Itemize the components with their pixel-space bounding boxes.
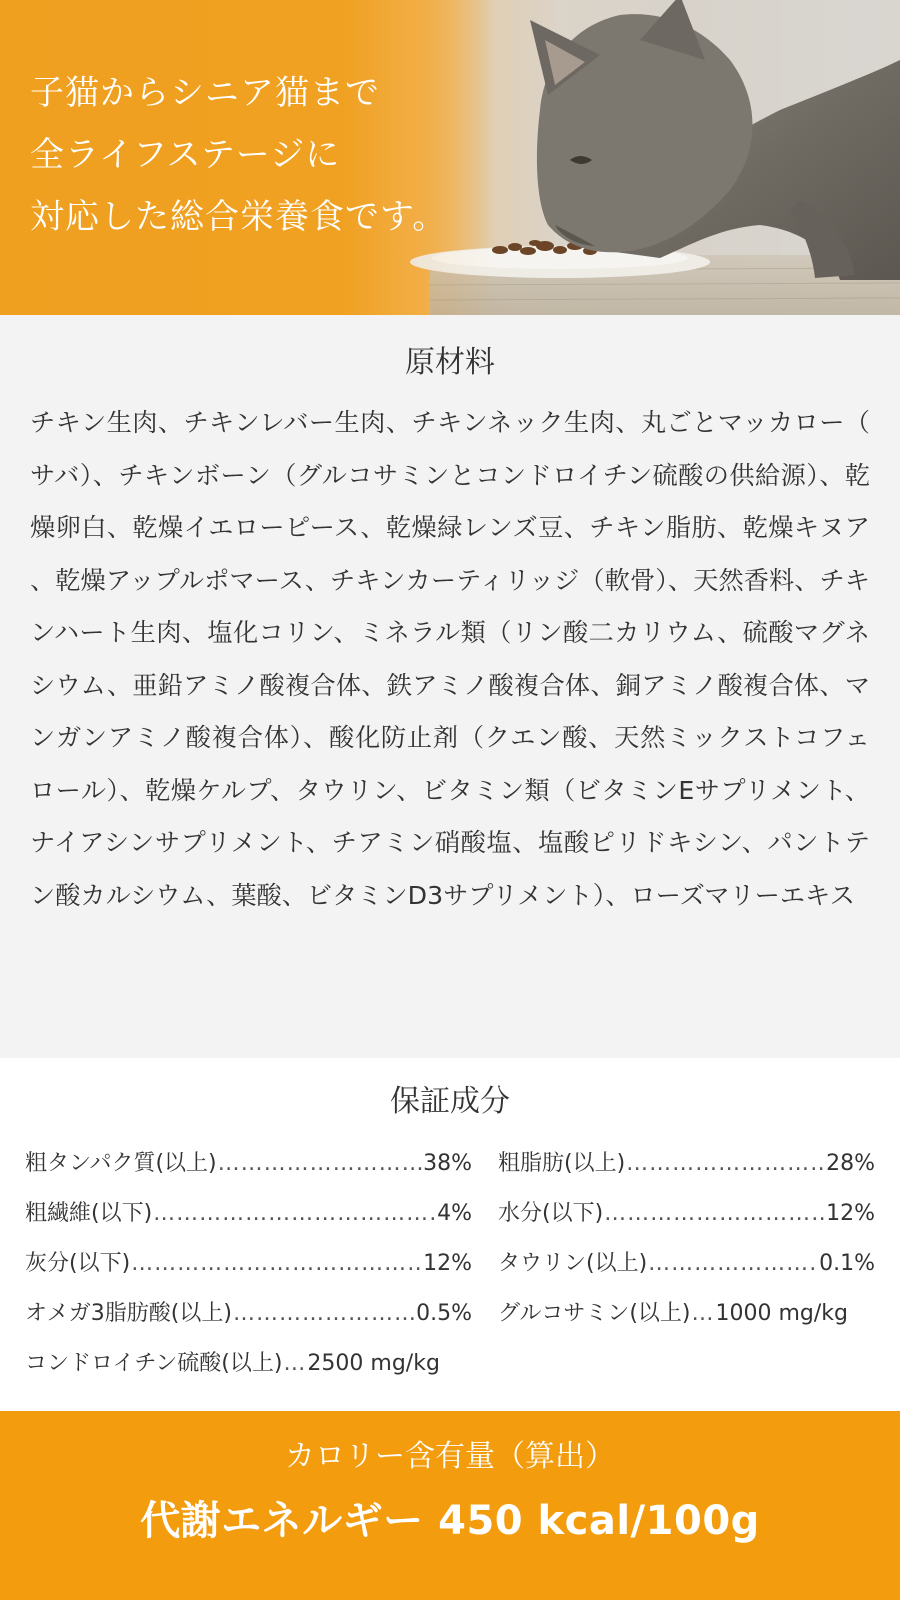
hero-banner — [0, 0, 900, 315]
nutrient-value: 12% — [423, 1251, 472, 1276]
dot-leader — [691, 1289, 716, 1339]
nutrient-label: グルコサミン(以上) — [498, 1301, 691, 1326]
analysis-row — [25, 1139, 472, 1189]
analysis-row — [25, 1289, 472, 1339]
dot-leader — [647, 1239, 819, 1289]
nutrient-label: 粗脂肪(以上) — [498, 1151, 626, 1176]
analysis-column-right — [498, 1139, 875, 1389]
guaranteed-analysis-section — [0, 1058, 900, 1411]
nutrient-value: 12% — [826, 1201, 875, 1226]
analysis-row — [498, 1139, 875, 1189]
nutrient-label: 灰分(以下) — [25, 1251, 131, 1276]
dot-leader — [282, 1339, 307, 1389]
nutrient-label: コンドロイチン硫酸(以上) — [25, 1351, 283, 1376]
dot-leader — [625, 1139, 826, 1189]
dot-leader — [152, 1189, 437, 1239]
nutrient-value: 2500 mg/kg — [307, 1351, 440, 1376]
calorie-section — [0, 1411, 900, 1600]
dot-leader — [130, 1239, 423, 1289]
nutrient-value: 28% — [826, 1151, 875, 1176]
nutrient-label: 水分(以下) — [498, 1201, 604, 1226]
nutrient-value: 1000 mg/kg — [715, 1301, 849, 1326]
nutrient-label: オメガ3脂肪酸(以上) — [25, 1301, 232, 1326]
analysis-row — [25, 1339, 472, 1389]
dot-leader — [232, 1289, 416, 1339]
dot-leader — [603, 1189, 826, 1239]
analysis-table — [25, 1139, 875, 1389]
nutrient-value: 0.5% — [416, 1301, 472, 1326]
analysis-row — [498, 1239, 875, 1289]
nutrient-value: 38% — [423, 1151, 472, 1176]
nutrient-value: 0.1% — [819, 1251, 875, 1276]
analysis-row — [498, 1189, 875, 1239]
hero-tagline: 子猫からシニア猫まで 全ライフステージに 対応した総合栄養食です。 — [30, 73, 448, 237]
nutrient-label: 粗繊維(以下) — [25, 1201, 153, 1226]
nutrient-value: 4% — [437, 1201, 472, 1226]
calorie-title: カロリー含有量（算出） — [285, 1439, 615, 1474]
nutrient-label: 粗タンパク質(以上) — [25, 1151, 217, 1176]
nutrient-label: タウリン(以上) — [498, 1251, 648, 1276]
analysis-row — [25, 1189, 472, 1239]
analysis-column-left — [25, 1139, 472, 1389]
ingredients-title: 原材料 — [405, 345, 495, 380]
dot-leader — [217, 1139, 423, 1189]
ingredients-section — [0, 315, 900, 1058]
analysis-row — [498, 1289, 875, 1339]
analysis-title: 保証成分 — [390, 1084, 510, 1119]
calorie-value: 代謝エネルギー 450 kcal/100g — [140, 1498, 760, 1544]
analysis-row — [25, 1239, 472, 1289]
ingredients-list: チキン生肉、チキンレバー生肉、チキンネック生肉、丸ごとマッカロー（サバ）、チキンボーン（グルコサミンとコンドロイチン硫酸の供給源）、乾燥卵白、乾燥イエローピース、乾燥緑レンズ豆、チキン脂肪、乾燥キヌア、乾燥アップルポマース、チキンカーティリッジ（軟骨）、天然香料、チキンハート生肉、塩化コリン、ミネラル類（リン酸二カリウム、硫酸マグネシウム、亜鉛アミノ酸複合体、鉄アミノ酸複合体、銅アミノ酸複合体、マンガンアミノ酸複合体）、酸化防止剤（クエン酸、天然ミックストコフェロール）、乾燥ケルプ、タウリン、ビタミン類（ビタミンEサプリメント、ナイアシンサプリメント、チアミン硝酸塩、塩酸ピリドキシン、パントテン酸カルシウム、葉酸、ビタミンD3サプリメント）、ローズマリーエキス — [30, 408, 870, 910]
